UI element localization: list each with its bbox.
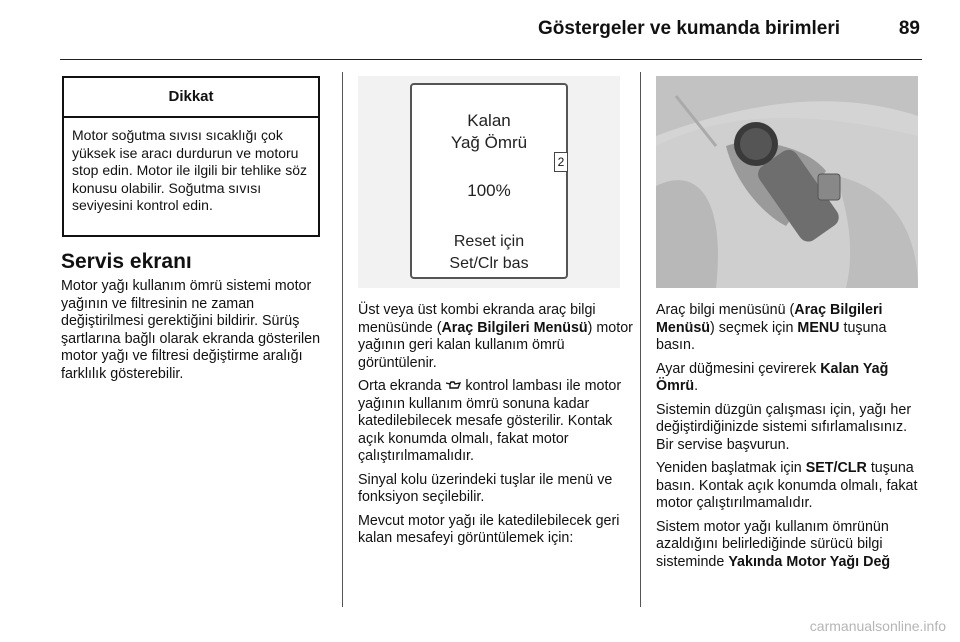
service-display-figure — [358, 76, 620, 288]
page-header — [0, 0, 960, 60]
display-reset-2: Set/Clr bas — [449, 255, 529, 272]
text: . — [694, 378, 699, 394]
bold-text: Kalan Yağ Ömrü — [656, 360, 889, 394]
display-line-1: Kalan — [467, 111, 511, 130]
oil-can-icon — [445, 378, 461, 394]
paragraph: Sinyal kolu üzerindeki tuşlar ile menü ve fonksiyon seçilebilir. — [358, 471, 613, 505]
text: ) seçmek için — [710, 319, 798, 336]
bold-text: MENU — [797, 319, 840, 336]
display-reset-1: Reset için — [453, 233, 525, 250]
bold-text: SET/CLR — [805, 460, 867, 476]
display-screen — [410, 83, 568, 279]
text: Üst veya üst kombi ekranda araç bilgi menüsünde ( — [358, 302, 596, 336]
page-title: Göstergeler ve kumanda birimleri — [537, 18, 840, 39]
figure-callout: 2 — [554, 152, 568, 172]
watermark: carmanualsonline.info — [809, 618, 946, 634]
section-body: Motor yağı kullanım ömrü sistemi motor yağının ve filtresinin ne zaman değiştirilmesi gerektiğini bildirir. Sürüş şartlarına bağlı olarak ekranda gösterilen motor yağı ve filtresi değiştirme aralığı farklılık gösterebilir. — [61, 278, 321, 382]
column-divider-2 — [640, 72, 641, 607]
display-percent: 100% — [467, 181, 511, 200]
paragraph — [358, 378, 634, 466]
display-line-2: Yağ Ömrü — [450, 133, 528, 152]
bold-text: Yakında Motor Yağı Değ — [728, 553, 891, 570]
section-title: Servis ekranı — [61, 250, 192, 273]
warning-box — [62, 76, 320, 237]
warning-title: Dikkat — [64, 78, 318, 118]
header-divider — [60, 59, 922, 60]
text: tuşuna basın. — [656, 319, 887, 353]
column-2-text — [358, 302, 634, 554]
text: Araç bilgi menüsünü ( — [656, 302, 795, 318]
paragraph: Mevcut motor yağı ile katedilebilecek geri kalan mesafeyi görüntülemek için: — [358, 512, 620, 546]
turn-signal-stalk-photo — [656, 76, 918, 288]
bold-text: Araç Bilgileri Menüsü — [441, 319, 588, 336]
column-3-text — [656, 302, 926, 577]
text: ) motor yağının geri kalan kullanım ömrü görüntülenir. — [358, 319, 633, 371]
paragraph: Sistemin düzgün çalışması için, yağı her değiştirdiğinizde sistemi sıfırlamalısınız. Bir servise başvurun. — [656, 401, 912, 453]
page-number: 89 — [898, 18, 920, 39]
text: kontrol lambası ile motor yağının kullanım ömrü sonuna kadar katedilebilecek mesafe gösterilir. Kontak açık konumda olmalı, fakat motor çalıştırılmamalıdır. — [358, 378, 622, 464]
paragraph — [358, 302, 634, 372]
text: tuşuna basın. Kontak açık konumda olmalı, fakat motor çalıştırılmamalıdır. — [656, 460, 918, 511]
text: Orta ekranda — [358, 378, 446, 394]
text: Yeniden başlatmak için — [656, 460, 806, 476]
warning-body: Motor soğutma sıvısı sıcaklığı çok yüksek ise aracı durdurun ve motoru stop edin. Motor ile ilgili bir tehlike söz konusu olabilir. Soğutma sıvısı seviyesini kontrol edin. — [72, 127, 307, 213]
stalk-illustration — [656, 76, 918, 288]
column-divider-1 — [342, 72, 343, 607]
text: Sistem motor yağı kullanım ömrünün azaldığını belirlediğinde sürücü bilgi sisteminde — [656, 518, 889, 570]
bold-text: Araç Bilgileri Menüsü — [656, 302, 883, 336]
text: Ayar düğmesini çevirerek — [656, 360, 821, 377]
paragraph — [656, 361, 926, 396]
paragraph — [656, 460, 926, 513]
paragraph — [656, 519, 926, 572]
paragraph — [656, 302, 926, 355]
